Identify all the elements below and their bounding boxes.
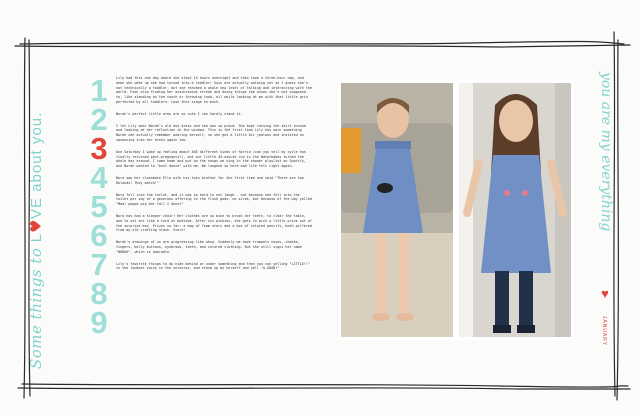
side-title-part2: VE about you. bbox=[28, 111, 45, 219]
number-8: 8 bbox=[90, 276, 108, 311]
number-2: 2 bbox=[90, 102, 108, 137]
journal-paragraph: I let Lily wear Norah's old dot dress and she was so proud. She kept raising the skirt around and looking at her reflection in the window. This is the first time Lily has worn something Norah can actually remember wearing herself, so she got a little bit jealous and insisted on squeezing into her dress again too. bbox=[116, 123, 306, 142]
number-4: 4 bbox=[90, 160, 108, 195]
heart-icon: ♥ bbox=[27, 218, 45, 233]
journal-paragraph: Lily had this one day where she slept 14 hours overnight and then took a three-hour nap, and when she woke up she had turned into a toddler! Guys are actually walking yet so I guess she's not technically a toddler, but she reached a whole new level of talking and interacting with the world. Even also finding her mischievous streak and doing things she knows she's not supposed to, like standing on the couch or throwing food, all while looking at me with that little grin perfected by all toddlers. Love this stage so much. bbox=[116, 76, 312, 104]
side-title-love: L bbox=[28, 232, 45, 243]
journal-paragraph: Norah's perfect little arms are so cute I can hardly stand it. bbox=[116, 111, 243, 116]
side-right-caption bbox=[588, 72, 628, 280]
side-right-text: you are my everything bbox=[598, 72, 614, 232]
journal-text bbox=[116, 76, 312, 278]
month-stamp: JANUARY bbox=[601, 315, 607, 347]
side-title-part1: Some things to bbox=[27, 242, 45, 369]
number-7: 7 bbox=[90, 247, 108, 282]
photo-toddler-sofa bbox=[338, 80, 456, 340]
number-9: 9 bbox=[90, 305, 108, 340]
side-title bbox=[6, 111, 66, 375]
journal-paragraph: Nora fell into the toilet, and it was so hard to not laugh - not because she fell into the toilet per say of a generous offering to the flush gods, no siree, but because of the way yelled "Mom! peppa pig bar fall I donut" bbox=[116, 192, 312, 207]
journal-paragraph: Nora has had a sleeper chair! Her clothes are so mine to brush her teeth, to clear the table, and to not act like a turd at bedtime. After six pinkies, she gets to pick a little prize out of the surprise box. Prizes so far: a bag of foam stars and a box of colored pencils, both pilfered from my old crafting stash. Score! bbox=[116, 213, 312, 233]
photo-girl-doorway bbox=[456, 80, 574, 340]
journal-paragraph: Nora saw her classmate Ella with his twin brother for the first time and said "There are two Rolands! They match!" bbox=[116, 175, 304, 185]
number-5: 5 bbox=[90, 189, 108, 224]
number-1: 1 bbox=[90, 73, 108, 108]
journal-paragraph: Lily's favorite things to do hide behind or under something and then you can yelling "LITTLE!!" in the loudest voice in the universe, and stand up by herself and yell "A-GHAN!" bbox=[116, 261, 310, 271]
journal-paragraph: Norah's drawings of us are progressing like whoa. Suddenly we have trumpets noses, cheeks, fingers, belly buttons, eyebrows, teeth, and colored clothing. But she still signs her name "NORAH", which is adorable. bbox=[116, 240, 302, 254]
journal-paragraph: One Saturday I woke up feeling about 465 different kinds of horrid (can you tell my cycle has finally returned post-pregnancy?), but our little 45-minute run in the Waterbabes turned the whole day around. I came home and put on the songs we sing in the shower playlist on Spotify, and Norah wanted to "bust dance" with me. We laughed so hard and life felt right again. bbox=[116, 149, 306, 169]
number-6: 6 bbox=[90, 218, 108, 253]
number-column bbox=[86, 73, 112, 340]
heart-icon: ♥ bbox=[601, 286, 609, 301]
number-3: 3 bbox=[90, 131, 108, 166]
